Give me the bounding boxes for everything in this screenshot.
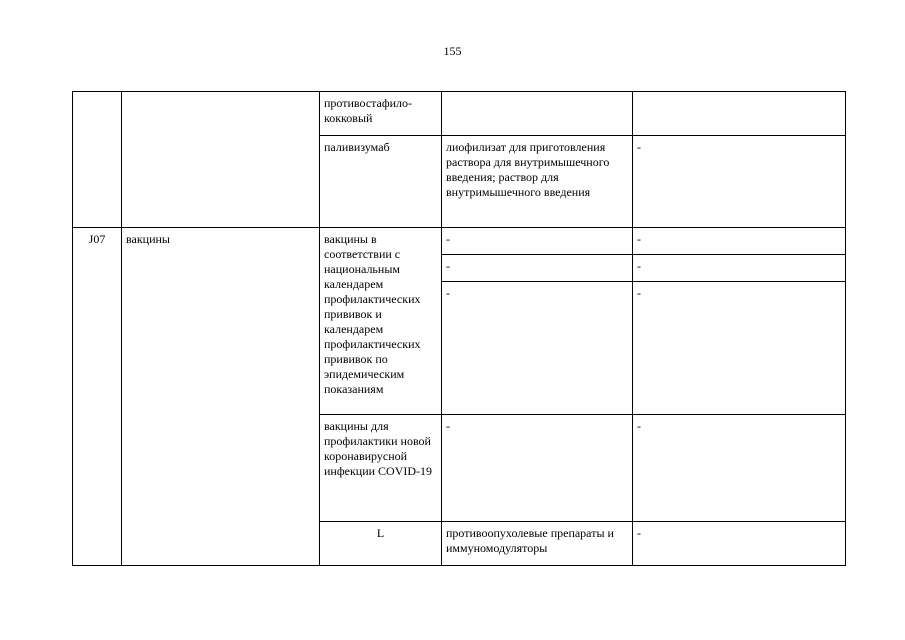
form-cell: - — [442, 415, 633, 522]
group-cell: вакцины — [122, 228, 320, 566]
note-cell: - — [633, 255, 846, 282]
form-cell — [442, 92, 633, 136]
name-cell: - — [633, 522, 846, 566]
page-number: 155 — [443, 44, 462, 58]
group-cell — [122, 92, 320, 228]
form-cell: - — [442, 228, 633, 255]
group-cell: противоопухолевые препараты и иммуномодуляторы — [442, 522, 633, 566]
note-cell: - — [633, 136, 846, 228]
note-cell: - — [633, 415, 846, 522]
name-cell: паливизумаб — [320, 136, 442, 228]
code-cell — [73, 92, 122, 228]
note-cell: - — [633, 282, 846, 415]
name-cell: противостафило-кокковый — [320, 92, 442, 136]
drug-table — [72, 91, 846, 566]
table-row — [73, 228, 846, 255]
note-cell: - — [633, 228, 846, 255]
form-cell: - — [442, 255, 633, 282]
code-cell: L — [320, 522, 442, 566]
table-row — [73, 92, 846, 136]
name-cell: вакцины в соответствии с национальным календарем профилактических прививок и календарем профилактических прививок по эпидемическим показаниям — [320, 228, 442, 415]
code-cell: J07 — [73, 228, 122, 566]
name-cell: вакцины для профилактики новой коронавирусной инфекции COVID-19 — [320, 415, 442, 522]
form-cell: лиофилизат для приготовления раствора для внутримышечного введения; раствор для внутримышечного введения — [442, 136, 633, 228]
note-cell — [633, 92, 846, 136]
form-cell: - — [442, 282, 633, 415]
